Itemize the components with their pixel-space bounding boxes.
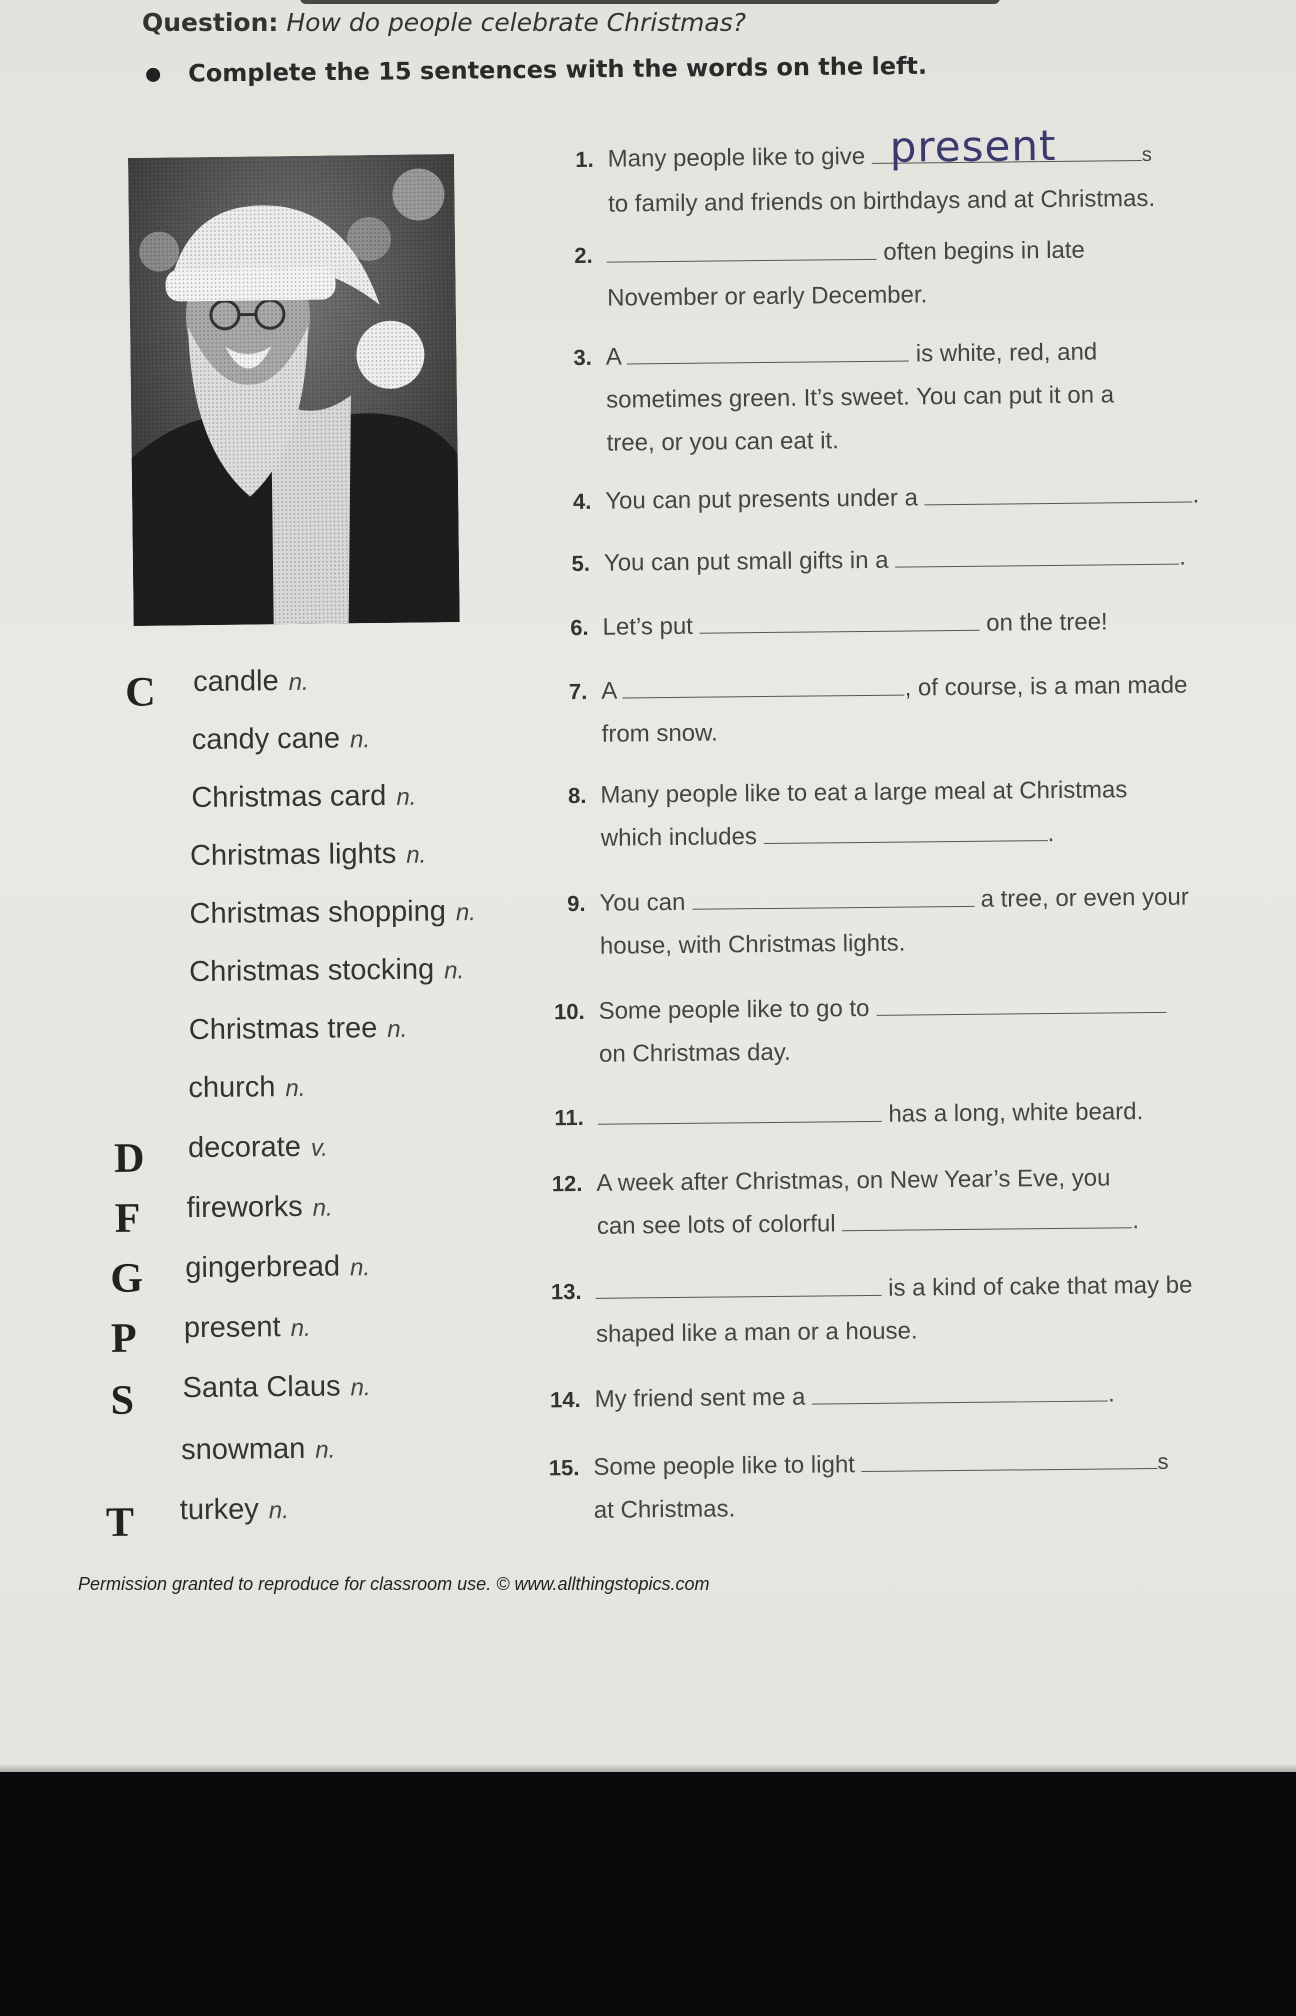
question-text: on Christmas day. xyxy=(598,1038,791,1068)
question-text: A xyxy=(605,343,628,371)
instruction-text: Complete the 15 sentences with the words on the left. xyxy=(187,51,928,88)
question-text: You can xyxy=(599,888,693,917)
answer-blank[interactable] xyxy=(598,1097,882,1125)
question-number: 11. xyxy=(554,1104,584,1131)
question-text: . xyxy=(1047,820,1055,848)
word-text: Christmas card xyxy=(191,779,387,815)
question-text: often begins in late xyxy=(876,236,1085,266)
answer-blank[interactable] xyxy=(627,337,909,365)
word-pos: n. xyxy=(444,957,465,985)
question-8 xyxy=(542,767,1242,852)
question-text: s xyxy=(1157,1448,1169,1474)
word-text: Christmas stocking xyxy=(189,953,435,989)
question-text: on the tree! xyxy=(979,608,1108,637)
answer-blank[interactable] xyxy=(924,478,1192,506)
footer-credit: Permission granted to reproduce for classroom use. © www.allthingstopics.com xyxy=(78,1574,710,1594)
question-text: which includes xyxy=(600,823,764,852)
answer-blank[interactable] xyxy=(842,1203,1132,1231)
question-text: A week after Christmas, on New Year’s Eve, you xyxy=(596,1164,1111,1197)
question-text: Many people like to give xyxy=(607,142,872,173)
question-number: 3. xyxy=(573,344,592,371)
word-text: Christmas lights xyxy=(189,837,397,873)
word-pos: n. xyxy=(288,668,309,697)
answer-blank[interactable] xyxy=(699,606,979,634)
question-text: is a kind of cake that may be xyxy=(881,1271,1193,1302)
question-text: tree, or you can eat it. xyxy=(606,427,839,457)
word-text: turkey xyxy=(179,1493,259,1527)
question-number: 10. xyxy=(553,998,585,1025)
question-number: 4. xyxy=(572,488,592,515)
question-6 xyxy=(544,599,1244,641)
word-pos: n. xyxy=(350,1374,371,1402)
question-number: 12. xyxy=(551,1170,583,1197)
question-3 xyxy=(548,329,1248,457)
question-number: 2. xyxy=(574,242,593,268)
question-text: Some people like to light xyxy=(593,1451,862,1481)
question-text: You can put small gifts in a xyxy=(603,546,896,577)
question-10 xyxy=(540,983,1240,1068)
word-text: Christmas shopping xyxy=(189,895,447,931)
question-text: , of course, is a man made xyxy=(904,671,1188,702)
answer-blank[interactable] xyxy=(607,235,877,263)
question-4 xyxy=(547,473,1247,515)
question-text: A xyxy=(601,677,623,705)
word-text: gingerbread xyxy=(185,1250,341,1285)
question-number: 7. xyxy=(568,678,588,705)
question-text: Let’s put xyxy=(602,612,700,641)
answer-blank[interactable] xyxy=(872,120,1142,172)
question-text: My friend sent me a xyxy=(594,1383,813,1413)
word-pos: n. xyxy=(349,1254,371,1282)
question-text: sometimes green. It’s sweet. You can put it on a xyxy=(606,381,1115,414)
question-2 xyxy=(548,227,1248,312)
question-label: Question: xyxy=(142,8,279,37)
word-pos: n. xyxy=(387,1015,408,1043)
question-number: 13. xyxy=(550,1278,582,1305)
question-text: from snow. xyxy=(601,719,718,748)
word-pos: n. xyxy=(396,783,417,811)
question-5 xyxy=(546,535,1246,577)
word-pos: n. xyxy=(312,1194,333,1222)
question-1 xyxy=(549,120,1249,218)
word-pos: v. xyxy=(310,1134,328,1162)
word-pos: n. xyxy=(285,1074,306,1103)
letter-p: P xyxy=(110,1315,137,1362)
question-text: has a long, white beard. xyxy=(881,1098,1144,1128)
word-text: candy cane xyxy=(191,722,341,757)
question-7 xyxy=(543,663,1243,748)
question-text: You can put presents under a xyxy=(605,484,925,515)
question-text: How do people celebrate Christmas? xyxy=(286,8,746,37)
question-15 xyxy=(535,1439,1235,1524)
question-text: is white, red, and xyxy=(908,338,1098,368)
word-pos: n. xyxy=(315,1436,336,1464)
question-number: 9. xyxy=(567,890,586,917)
word-text: snowman xyxy=(181,1432,306,1467)
question-text: Some people like to go to xyxy=(598,994,877,1025)
question-text: . xyxy=(1107,1380,1115,1408)
answer-blank[interactable] xyxy=(622,671,904,699)
answer-blank[interactable] xyxy=(595,1271,881,1299)
question-text: . xyxy=(1132,1207,1140,1235)
word-text: decorate xyxy=(187,1130,302,1165)
word-text: fireworks xyxy=(186,1190,303,1225)
answer-blank[interactable] xyxy=(895,540,1179,568)
letter-c: C xyxy=(125,669,156,716)
question-text: a tree, or even your xyxy=(973,883,1189,913)
question-text: can see lots of colorful xyxy=(596,1210,843,1240)
question-9 xyxy=(541,875,1241,960)
question-11 xyxy=(540,1089,1240,1131)
word-pos: n. xyxy=(455,899,477,927)
question-text: house, with Christmas lights. xyxy=(599,929,906,960)
question-text: . xyxy=(1192,481,1200,509)
letter-s: S xyxy=(110,1377,135,1424)
question-13 xyxy=(537,1263,1237,1348)
letter-t: T xyxy=(105,1499,135,1546)
word-text: Santa Claus xyxy=(182,1370,341,1405)
answer-blank[interactable] xyxy=(861,1444,1157,1472)
question-text: shaped like a man or a house. xyxy=(595,1317,918,1348)
handwritten-answer: present xyxy=(889,120,1057,172)
question-text: to family and friends on birthdays and at Christmas. xyxy=(608,184,1156,218)
letter-f: F xyxy=(114,1195,141,1242)
question-text: November or early December. xyxy=(607,281,928,312)
question-number: 6. xyxy=(570,614,589,641)
word-pos: n. xyxy=(290,1314,311,1343)
answer-blank[interactable] xyxy=(812,1376,1108,1404)
word-text: church xyxy=(188,1071,276,1105)
question-text: . xyxy=(1179,543,1186,571)
question-number: 1. xyxy=(575,146,594,172)
question-number: 15. xyxy=(548,1455,580,1481)
letter-d: D xyxy=(113,1135,145,1182)
answer-blank[interactable] xyxy=(876,988,1166,1016)
word-text: candle xyxy=(192,665,279,699)
question-text: Many people like to eat a large meal at Christmas xyxy=(600,776,1128,809)
word-pos: n. xyxy=(268,1497,289,1525)
answer-blank[interactable] xyxy=(763,816,1047,844)
letter-g: G xyxy=(110,1255,144,1302)
answer-blank[interactable] xyxy=(692,882,974,910)
word-pos: n. xyxy=(406,841,427,869)
question-12 xyxy=(538,1155,1238,1240)
question-text: at Christmas. xyxy=(593,1495,736,1524)
question-number: 5. xyxy=(571,550,591,577)
question-number: 14. xyxy=(549,1386,581,1413)
word-text: present xyxy=(183,1311,281,1345)
word-text: Christmas tree xyxy=(188,1012,378,1047)
question-14 xyxy=(536,1371,1236,1413)
question-text: s xyxy=(1141,143,1152,167)
question-number: 8. xyxy=(567,782,587,809)
word-pos: n. xyxy=(349,726,371,754)
